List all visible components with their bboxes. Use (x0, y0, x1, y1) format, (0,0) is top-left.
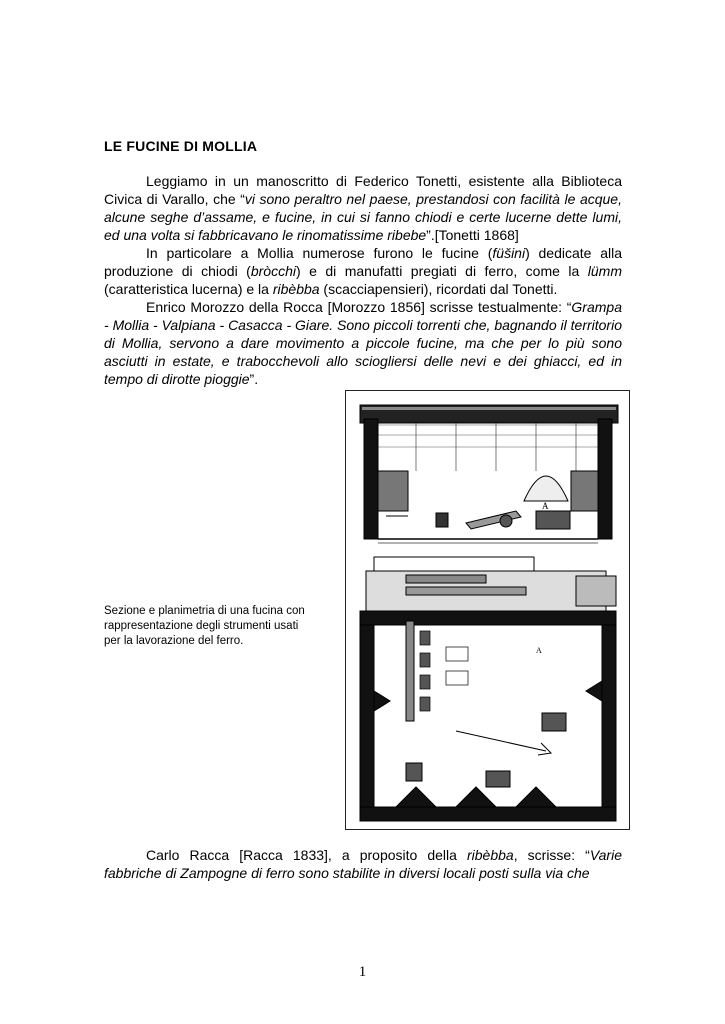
plan-view (360, 557, 616, 821)
section-view (360, 405, 618, 543)
p2-text-c: ) dedicate alla produzione di chiodi ( (104, 245, 622, 279)
p2-text-i: (scacciapensieri), ricordati dal Tonetti. (319, 281, 558, 297)
p3-end: ”. (249, 371, 259, 387)
p2-term-ribebba: ribèbba (272, 281, 320, 297)
page-number: 1 (358, 964, 367, 980)
paragraph-1 (104, 172, 622, 388)
paragraph-4 (104, 846, 622, 882)
p4-quote: Varie fabbriche di Zampogne di ferro sono stabilite in diversi locali posti sulla via che (104, 847, 622, 881)
p1-text: Leggiamo in un manoscritto di Federico Tonetti, esistente alla Biblioteca Civica di Varallo, che “ (104, 173, 622, 207)
figure-label-a: A (542, 501, 549, 511)
figure-label-a2: A (536, 646, 542, 655)
p1-citation: ”.[Tonetti 1868] (426, 227, 519, 243)
p2-term-brocchi: bròcchi (250, 263, 296, 279)
p2-text-e: ) e di manufatti pregiati di ferro, come la (295, 263, 588, 279)
p2-term-fusini: füšini (492, 245, 526, 261)
forge-drawing (346, 391, 629, 829)
p4-term-ribebba: ribèbba (467, 847, 514, 863)
p3-quote: Grampa - Mollia - Valpiana - Casacca - Giare. Sono piccoli torrenti che, bagnando il territorio di Mollia, servono a dare movimento a piccole fucine, ma che per lo più sono asciutti in estate, e trabocchevoli allo sciogliersi delle nevi e dei ghiacci, ed in tempo di dirotte pioggie (104, 299, 622, 387)
p4-text-a: Carlo Racca [Racca 1833], a proposito della (146, 847, 467, 863)
p2-term-lumm: lümm (587, 263, 622, 279)
p2-text-a: In particolare a Mollia numerose furono le fucine ( (146, 245, 493, 261)
forge-illustration (345, 390, 630, 830)
page-title: LE FUCINE DI MOLLIA (104, 138, 258, 154)
figure-caption: Sezione e planimetria di una fucina con rappresentazione degli strumenti usati per la lavorazione del ferro. (104, 605, 305, 647)
p3-text: Enrico Morozzo della Rocca [Morozzo 1856] scrisse testualmente: “ (146, 299, 572, 315)
p2-text-g: (caratteristica lucerna) e la (104, 281, 273, 297)
p4-text-c: , scrisse: “ (513, 847, 590, 863)
p1-quote: vi sono peraltro nel paese, prestandosi con facilità le acque, alcune seghe d’assame, e fucine, in cui si fanno chiodi e certe lucerne dette lumi, ed una volta si fabbricavano le rinomatissime ribebe (104, 191, 622, 243)
